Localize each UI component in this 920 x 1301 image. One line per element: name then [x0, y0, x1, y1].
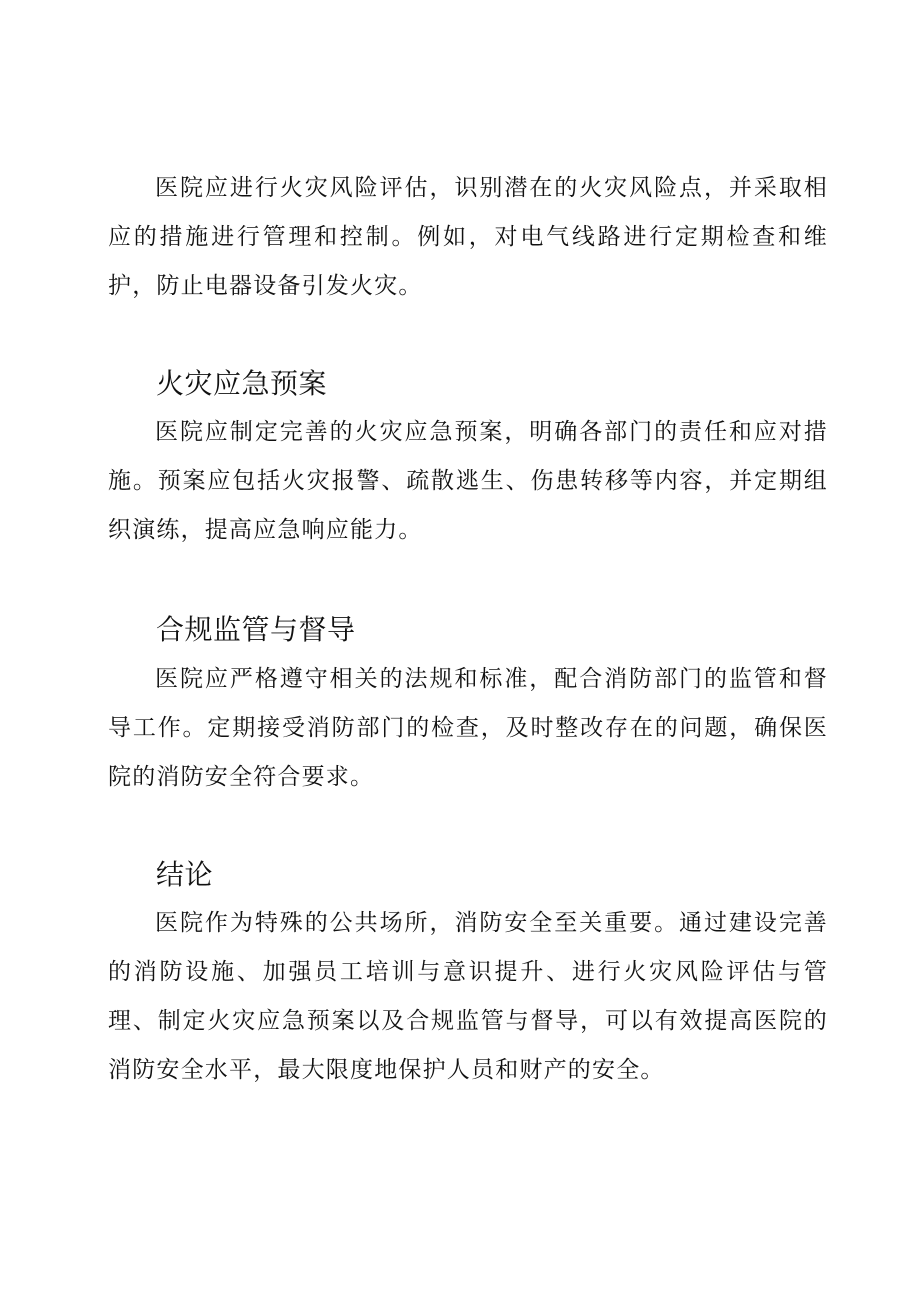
paragraph-fire-risk-assessment: 医院应进行火灾风险评估，识别潜在的火灾风险点，并采取相应的措施进行管理和控制。例如，对电气线路进行定期检查和维护，防止电器设备引发火灾。: [108, 175, 828, 299]
heading-conclusion: 结论: [156, 858, 214, 891]
paragraph-conclusion: 医院作为特殊的公共场所，消防安全至关重要。通过建设完善的消防设施、加强员工培训与意识提升、进行火灾风险评估与管理、制定火灾应急预案以及合规监管与督导，可以有效提高医院的消防安全水平，最大限度地保护人员和财产的安全。: [108, 910, 828, 1083]
paragraph-fire-emergency-plan: 医院应制定完善的火灾应急预案，明确各部门的责任和应对措施。预案应包括火灾报警、疏散逃生、伤患转移等内容，并定期组织演练，提高应急响应能力。: [108, 419, 828, 543]
paragraph-compliance-supervision: 医院应严格遵守相关的法规和标准，配合消防部门的监管和督导工作。定期接受消防部门的检查，及时整改存在的问题，确保医院的消防安全符合要求。: [108, 666, 828, 790]
heading-fire-emergency-plan: 火灾应急预案: [156, 367, 328, 400]
heading-compliance-supervision: 合规监管与督导: [156, 613, 356, 646]
